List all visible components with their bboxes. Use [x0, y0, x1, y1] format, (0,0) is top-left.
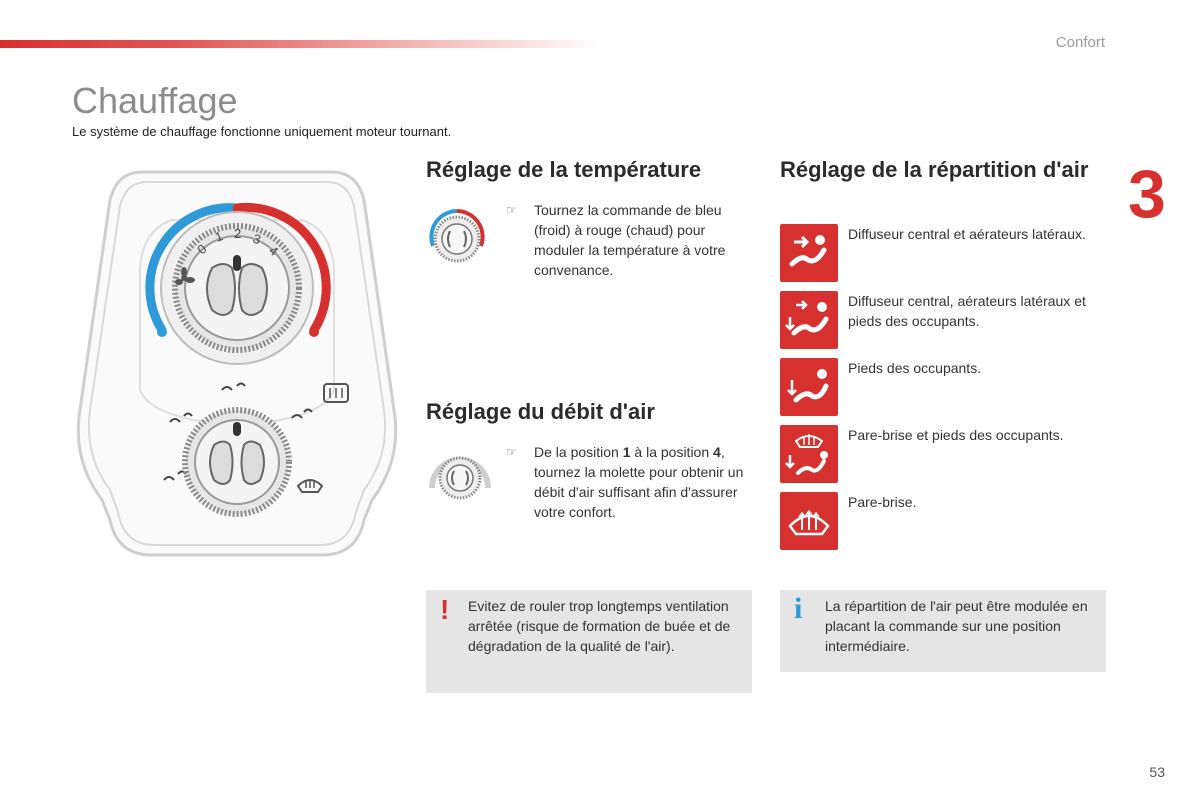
- distribution-item-text: Pare-brise.: [848, 494, 917, 510]
- warning-icon: !: [440, 594, 450, 625]
- distribution-heading: Réglage de la répartition d'air: [780, 157, 1089, 182]
- pointing-hand-icon: ☞: [506, 445, 517, 459]
- distribution-item-text: Pieds des occupants.: [848, 360, 982, 376]
- distribution-item: [780, 224, 1110, 282]
- page-title: Chauffage: [72, 80, 238, 121]
- windscreen-icon: [780, 492, 838, 550]
- temperature-heading: Réglage de la température: [426, 157, 702, 182]
- warning-note: [426, 590, 752, 693]
- feet-vent-icon: [780, 358, 838, 416]
- dial-label: 4: [266, 242, 282, 259]
- distribution-item: [780, 492, 1110, 550]
- distribution-item-text: Diffuseur central et aérateurs latéraux.: [848, 226, 1086, 242]
- distribution-item: [780, 291, 1110, 349]
- distribution-item-text: Pare-brise et pieds des occupants.: [848, 427, 1064, 443]
- dial-label: 2: [234, 226, 242, 241]
- airflow-instruction: ☞ De la position 1 à la position 4, tournez la molette pour obtenir un débit d'air suffisant afin d'assurer votre confort.: [506, 444, 744, 520]
- info-note: [780, 590, 1106, 672]
- heater-control-panel: [72, 160, 402, 560]
- face-vent-icon: [780, 224, 838, 282]
- temperature-dial-thumbnail: [426, 206, 488, 273]
- header-accent-bar: [0, 40, 600, 48]
- dial-label: 3: [250, 230, 263, 248]
- airflow-heading: Réglage du débit d'air: [426, 399, 655, 424]
- info-text: La répartition de l'air peut être modulée en placant la commande sur une position intermédiaire.: [825, 598, 1088, 654]
- section-label: Confort: [1055, 34, 1105, 51]
- dial-label: 1: [212, 228, 225, 245]
- airflow-dial-thumbnail: [426, 448, 494, 509]
- info-icon: i: [794, 592, 803, 625]
- distribution-item: [780, 358, 1110, 416]
- intro-text: Le système de chauffage fonctionne uniquement moteur tournant.: [72, 124, 452, 139]
- distribution-item: [780, 425, 1110, 483]
- position-start: 1: [622, 444, 631, 460]
- temperature-text: Tournez la commande de bleu (froid) à rouge (chaud) pour moduler la température à votre convenance.: [534, 202, 726, 278]
- pointing-hand-icon: ☞: [506, 203, 517, 217]
- windscreen-feet-icon: [780, 425, 838, 483]
- page-number: 53: [1149, 764, 1165, 780]
- chapter-number: 3: [1128, 156, 1166, 232]
- warning-text: Evitez de rouler trop longtemps ventilation arrêtée (risque de formation de buée et de dégradation de la qualité de l'air).: [468, 598, 731, 654]
- temperature-instruction: [506, 200, 754, 280]
- dial-label: 0: [194, 241, 210, 258]
- face-feet-vent-icon: [780, 291, 838, 349]
- distribution-item-text: Diffuseur central, aérateurs latéraux et pieds des occupants.: [848, 293, 1086, 329]
- position-end: 4: [713, 444, 721, 460]
